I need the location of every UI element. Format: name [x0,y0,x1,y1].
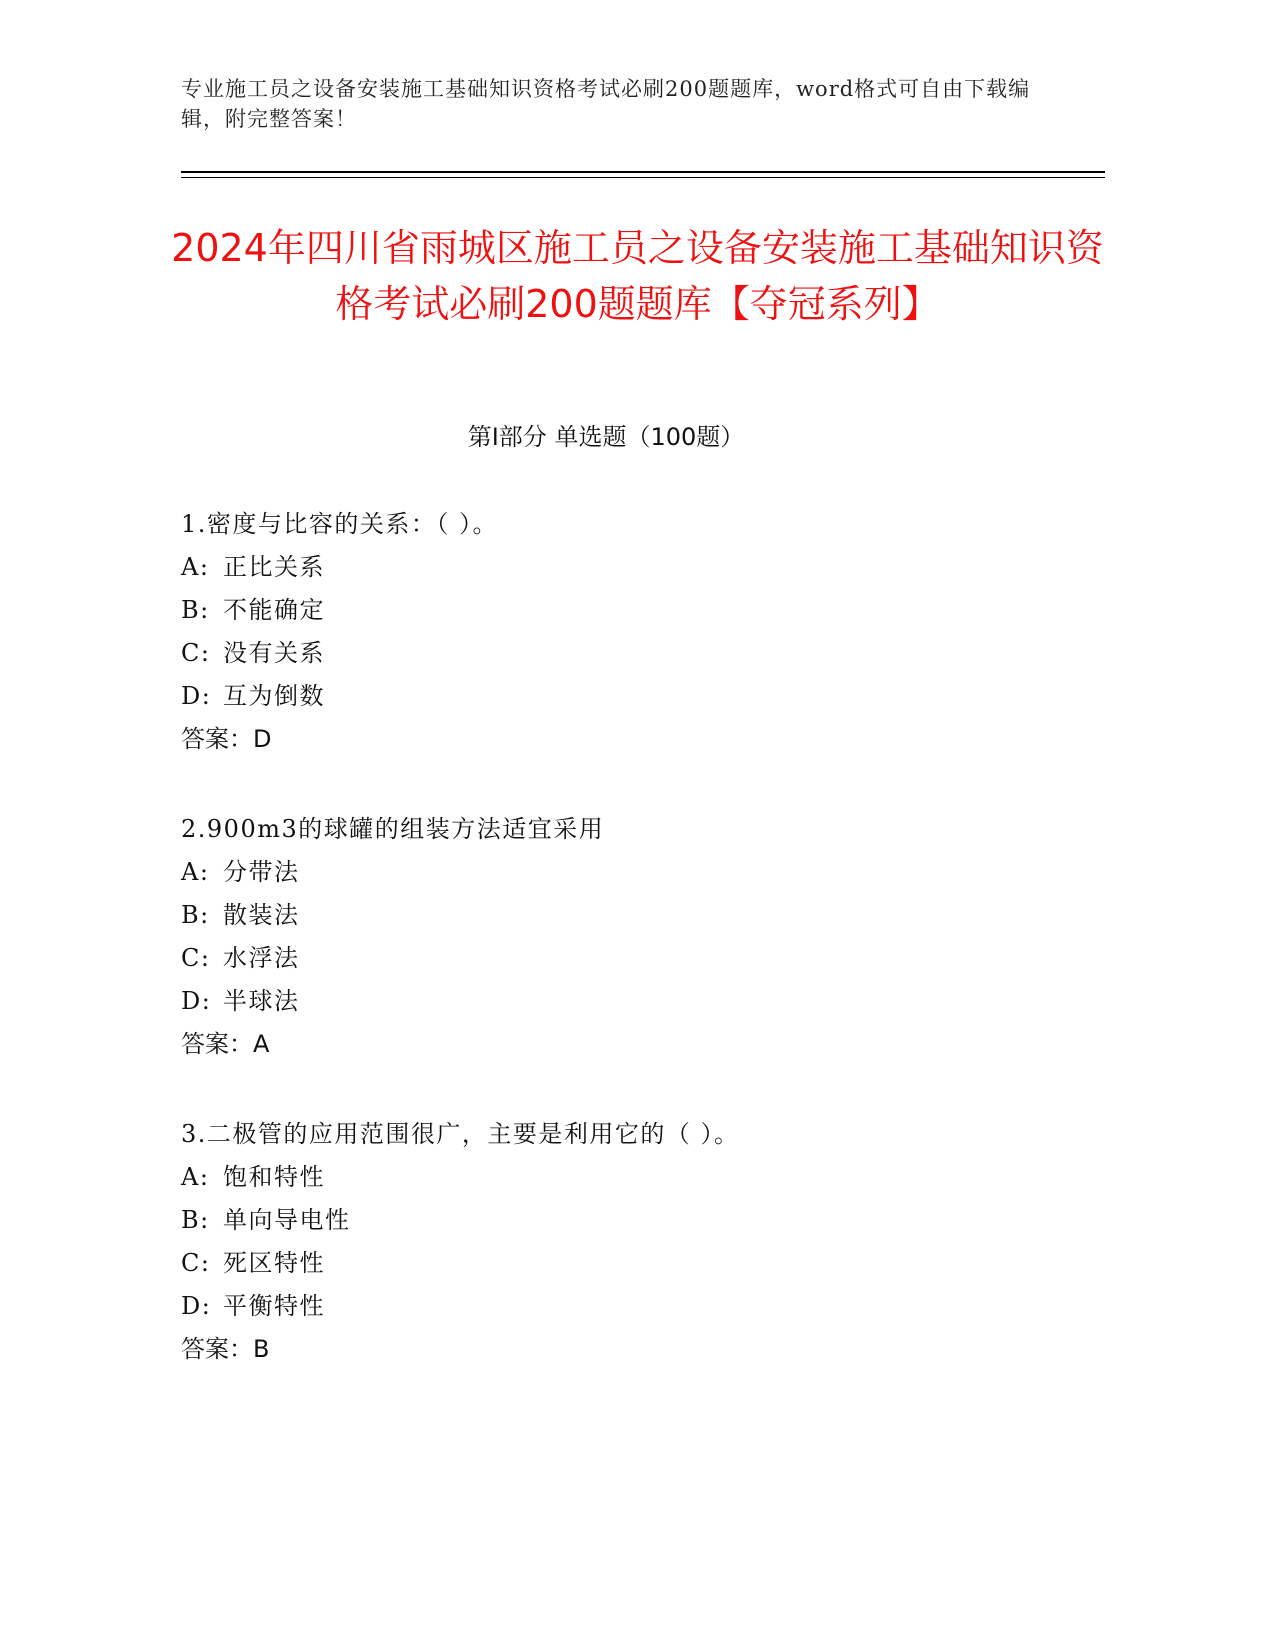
option-key: B: [181,1206,210,1234]
header-note: 专业施工员之设备安装施工基础知识资格考试必刷200题题库，word格式可自由下载编辑，附完整答案！ [181,77,1031,131]
answer-line: 答案：B [181,1335,270,1363]
option-key: D: [181,1292,212,1320]
option-key: A: [181,858,210,886]
option-text: 互为倒数 [223,682,325,710]
option-text: 饱和特性 [223,1163,325,1191]
option-c [181,632,1081,675]
option-a [181,851,1081,894]
option-text: 散装法 [223,901,300,929]
question-2 [181,808,1081,1066]
option-b [181,589,1081,632]
option-text: 不能确定 [223,596,325,624]
question-1 [181,503,1081,761]
question-stem: 2.900m3的球罐的组装方法适宜采用 [181,815,605,843]
option-d [181,1285,1081,1328]
option-c [181,1242,1081,1285]
option-c [181,937,1081,980]
question-3 [181,1113,1081,1371]
answer-line: 答案：D [181,725,272,753]
option-key: D: [181,682,212,710]
question-stem: 1.密度与比容的关系：（ ）。 [181,510,499,538]
option-a [181,1156,1081,1199]
option-key: B: [181,596,210,624]
option-text: 正比关系 [223,553,325,581]
option-key: C: [181,639,211,667]
document-title: 2024年四川省雨城区施工员之设备安装施工基础知识资格考试必刷200题题库【夺冠系列】 [171,226,1104,326]
section-heading: 第Ⅰ部分 单选题（100题） [467,423,745,451]
header-divider-thick [181,171,1105,173]
option-text: 半球法 [223,987,300,1015]
option-key: B: [181,901,210,929]
option-text: 死区特性 [223,1249,325,1277]
header-divider-thin [181,177,1105,178]
option-b [181,1199,1081,1242]
option-key: D: [181,987,212,1015]
option-key: A: [181,553,210,581]
option-key: C: [181,944,211,972]
option-key: C: [181,1249,211,1277]
option-d [181,980,1081,1023]
option-text: 水浮法 [223,944,300,972]
option-text: 没有关系 [223,639,325,667]
option-key: A: [181,1163,210,1191]
option-b [181,894,1081,937]
option-text: 平衡特性 [223,1292,325,1320]
option-a [181,546,1081,589]
option-d [181,675,1081,718]
question-stem: 3.二极管的应用范围很广，主要是利用它的（ ）。 [181,1120,740,1148]
option-text: 分带法 [223,858,300,886]
option-text: 单向导电性 [223,1206,351,1234]
answer-line: 答案：A [181,1030,270,1058]
